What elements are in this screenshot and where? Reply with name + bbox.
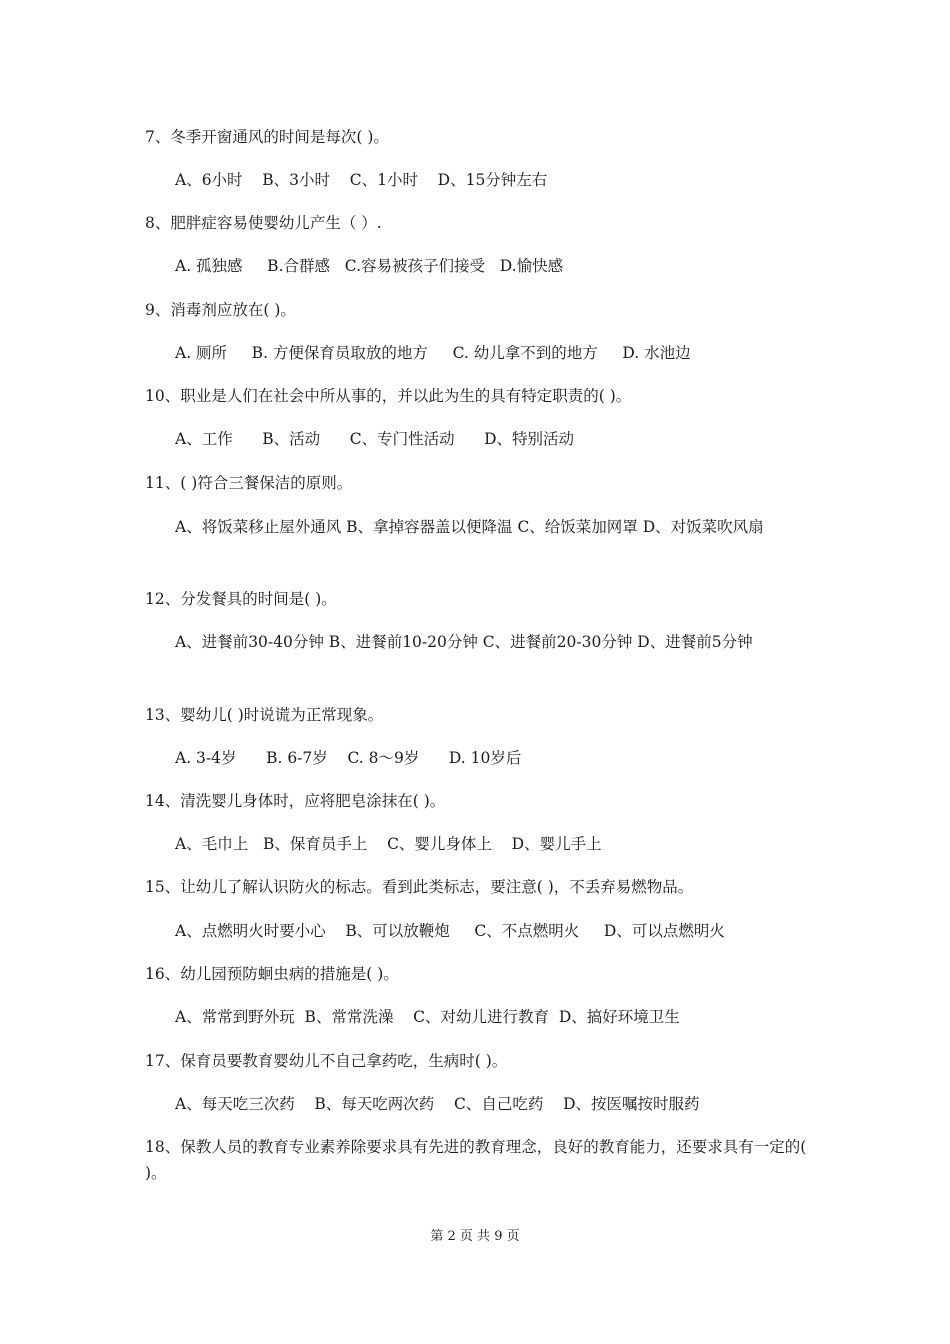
question-9: 9、消毒剂应放在( )。 [145,301,296,319]
question-16: 16、幼儿园预防蛔虫病的措施是( )。 [145,965,399,983]
question-7: 7、冬季开窗通风的时间是每次( )。 [145,128,389,146]
question-10: 10、职业是人们在社会中所从事的，并以此为生的具有特定职责的( )。 [145,387,632,405]
question-12: 12、分发餐具的时间是( )。 [145,590,337,608]
options-9: A. 厕所 B. 方便保育员取放的地方 C. 幼儿拿不到的地方 D. 水池边 [175,344,691,362]
options-10: A、工作 B、活动 C、专门性活动 D、特别活动 [175,430,575,448]
page-footer: 第 2 页 共 9 页 [430,1229,520,1244]
question-18: 18、保教人员的教育专业素养除要求具有先进的教育理念，良好的教育能力，还要求具有一定的( )。 [145,1138,807,1182]
options-16: A、常常到野外玩 B、常常洗澡 C、对幼儿进行教育 D、搞好环境卫生 [175,1008,680,1026]
options-15: A、点燃明火时要小心 B、可以放鞭炮 C、不点燃明火 D、可以点燃明火 [175,922,725,940]
question-17: 17、保育员要教育婴幼儿不自己拿药吃，生病时( )。 [145,1052,508,1070]
question-15: 15、让幼儿了解认识防火的标志。看到此类标志，要注意( )，不丢弃易燃物品。 [145,878,694,896]
options-8: A. 孤独感 B.合群感 C.容易被孩子们接受 D.愉快感 [175,257,564,275]
question-8: 8、肥胖症容易使婴幼儿产生（ ）. [145,214,382,232]
options-13: A. 3-4岁 B. 6-7岁 C. 8～9岁 D. 10岁后 [175,749,522,767]
options-7: A、6小时 B、3小时 C、1小时 D、15分钟左右 [175,171,548,189]
options-11: A、将饭菜移止屋外通风 B、拿掉容器盖以便降温 C、给饭菜加网罩 D、对饭菜吹风扇 [175,518,764,536]
question-11: 11、( )符合三餐保洁的原则。 [145,474,353,492]
question-14: 14、清洗婴儿身体时，应将肥皂涂抹在( )。 [145,792,446,810]
question-13: 13、婴幼儿( )时说谎为正常现象。 [145,706,384,724]
options-12: A、进餐前30-40分钟 B、进餐前10-20分钟 C、进餐前20-30分钟 D、进餐前5分钟 [175,633,753,651]
options-17: A、每天吃三次药 B、每天吃两次药 C、自己吃药 D、按医嘱按时服药 [175,1095,700,1113]
options-14: A、毛巾上 B、保育员手上 C、婴儿身体上 D、婴儿手上 [175,835,602,853]
